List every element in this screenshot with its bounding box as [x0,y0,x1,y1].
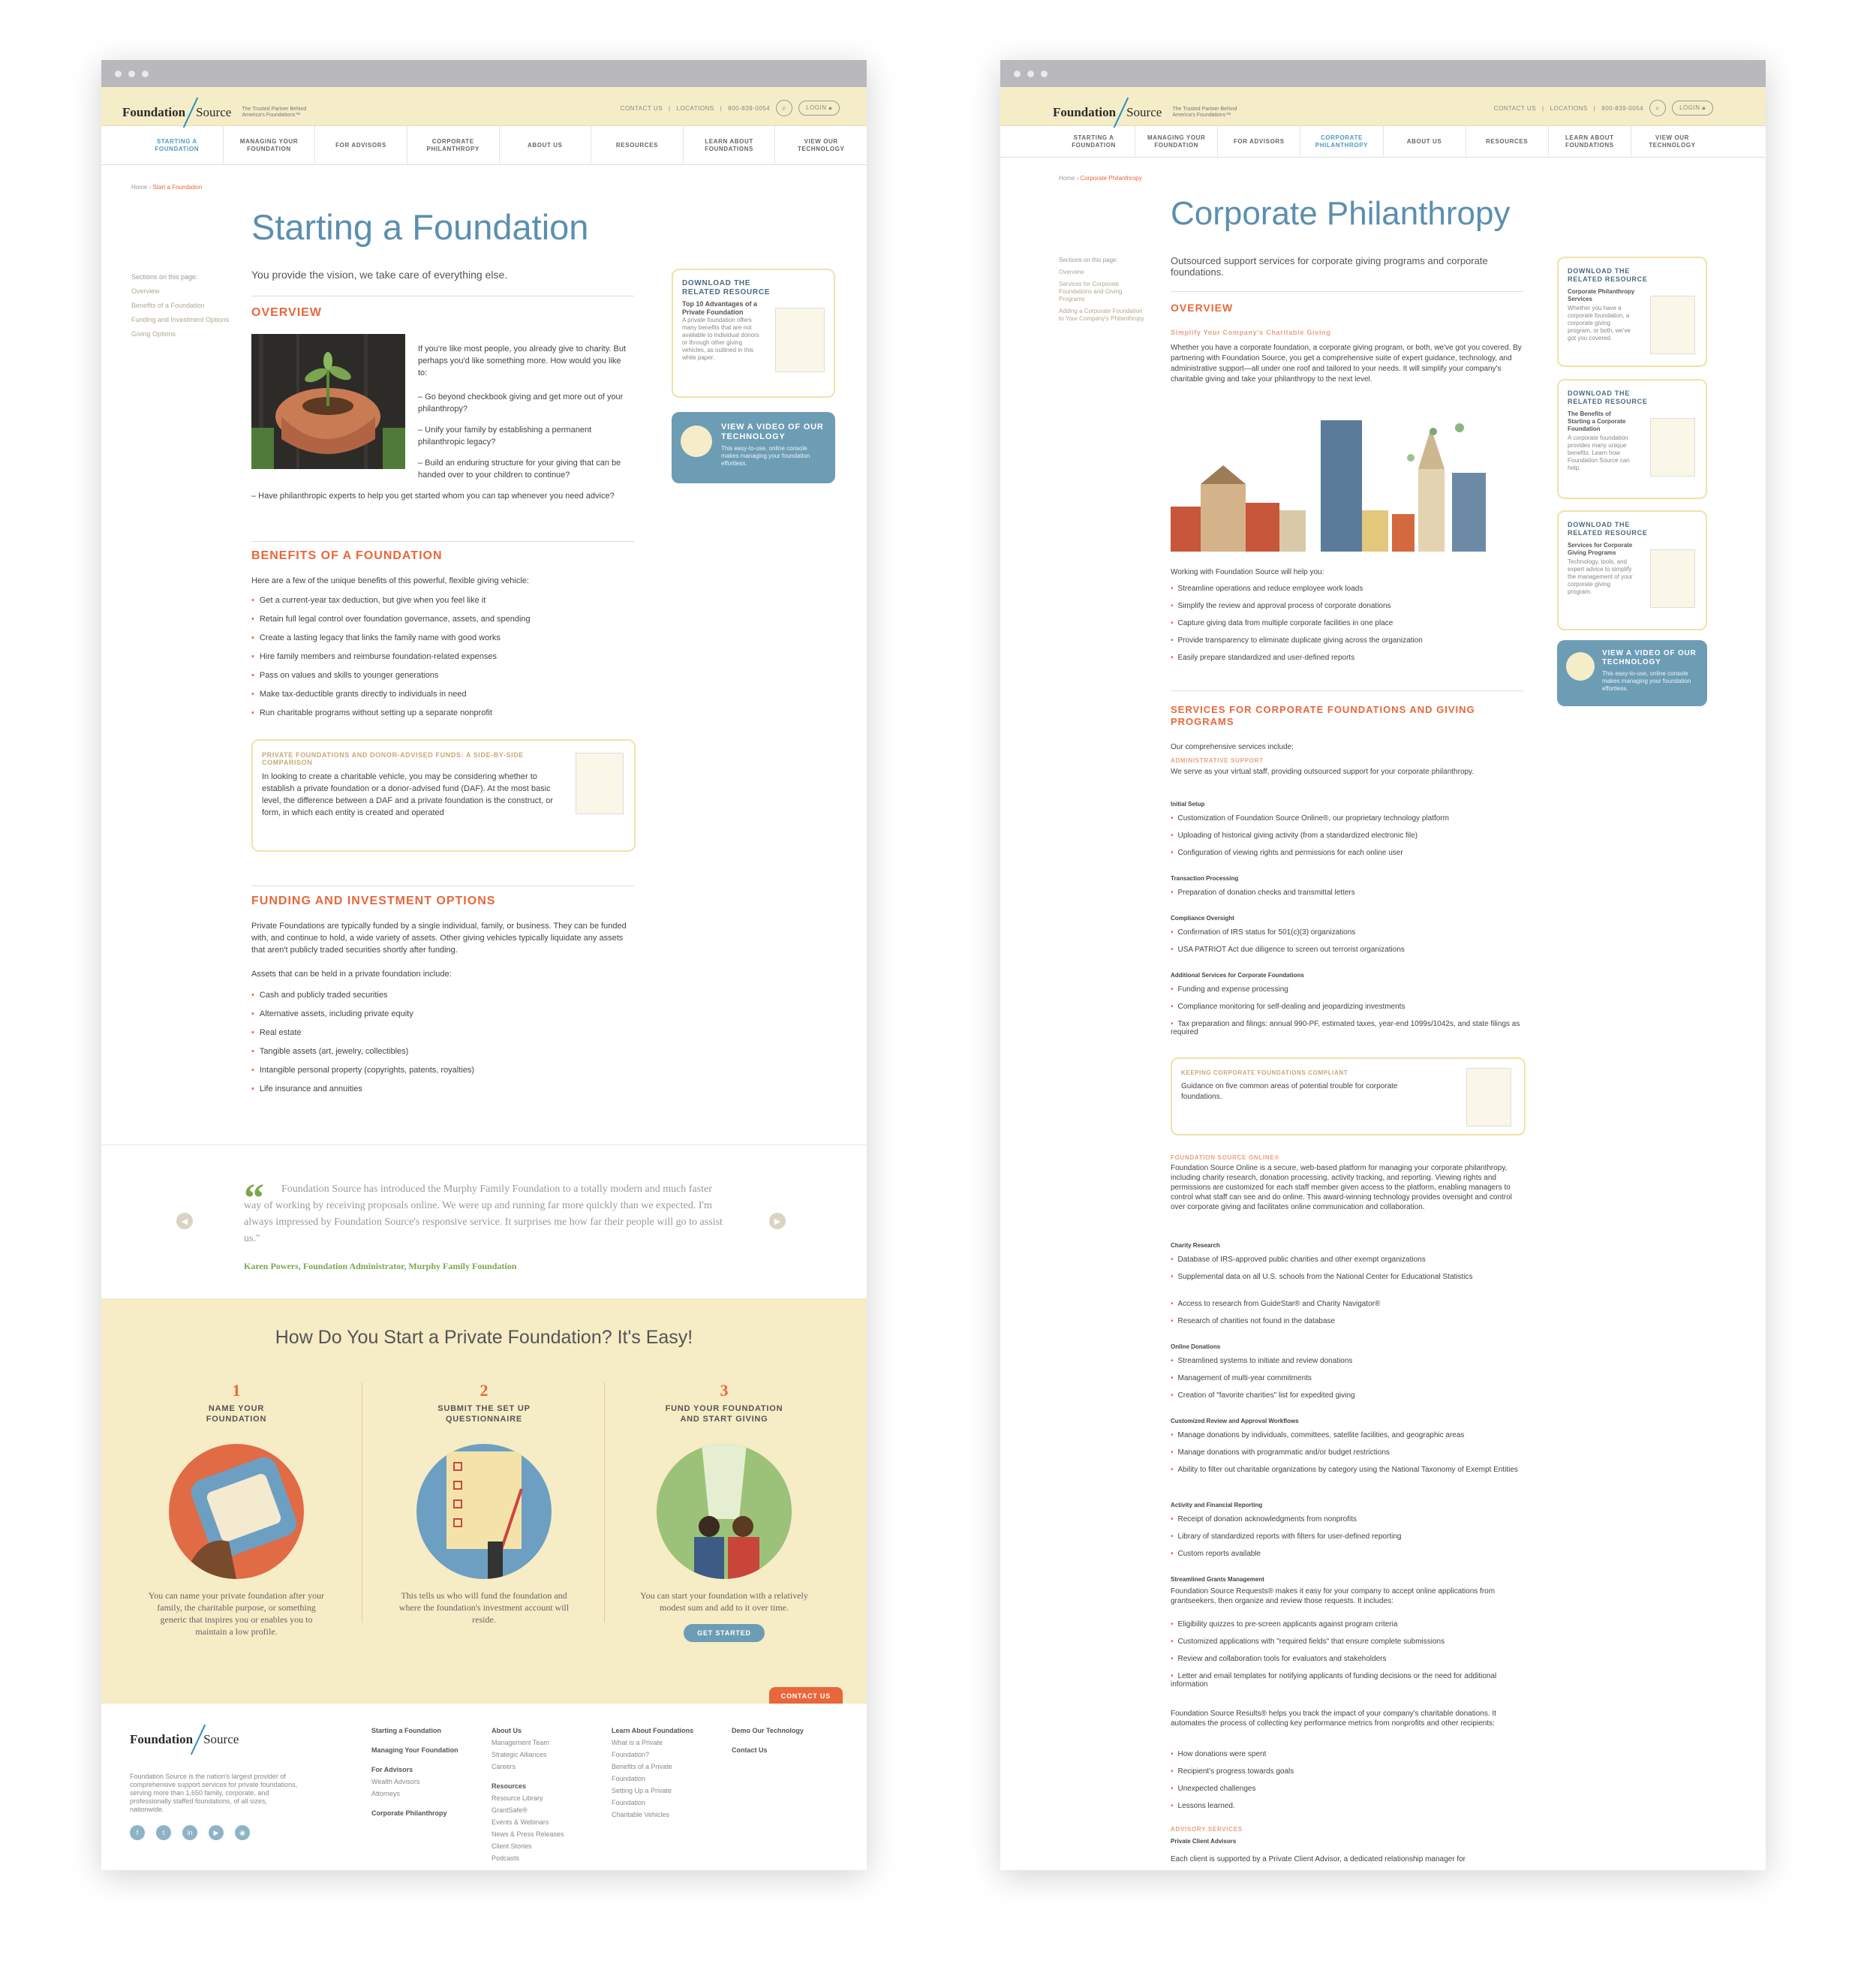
section-nav [131,272,236,339]
overview-paragraph: Whether you have a corporate foundation, a corporate giving program, or both, we've got you covered. By partnering with Foundation Source, you get a comprehensive suite of expert guidance, technology, and administrative support—all under one roof and tailored to your needs. It will simplify your company's charitable giving and take your philanthropy to the next level. [1171,344,1522,383]
seedling-icon [251,334,405,469]
prev-arrow-icon[interactable]: ◀ [176,1213,193,1229]
nav-starting-a-foundation[interactable]: STARTING A FOUNDATION [131,126,224,164]
workflows-label: Customized Review and Approval Workflows [1171,1418,1299,1424]
step-desc: You can start your foundation with a relatively modest sum and add to it over time. [640,1590,808,1613]
search-icon[interactable]: ⌕ [776,100,792,116]
resource-card-title: DOWNLOAD THE RELATED RESOURCE [1568,389,1648,405]
how-to-start-section [101,1298,867,1704]
facebook-icon[interactable]: f [130,1825,145,1840]
divider: | [720,104,723,112]
footer-link[interactable]: Resource Library [492,1794,543,1802]
divider [1171,690,1523,691]
section-link-adding[interactable]: Adding a Corporate Foundation to Your Company's Philanthropy [1059,308,1144,322]
youtube-icon[interactable]: ▶ [209,1825,224,1840]
footer-link[interactable]: Careers [492,1763,516,1770]
main-nav [101,126,867,165]
compliance-label: Compliance Oversight [1171,915,1234,922]
list-item: • Real estate [251,1028,302,1037]
footer-link[interactable]: Foundation [612,1799,646,1806]
page-intro: Outsourced support services for corporate giving programs and corporate foundations. [1171,255,1488,278]
list-item: • Manage donations by individuals, committees, satellite facilities, and geographic areas [1171,1431,1464,1439]
login-button[interactable] [798,101,840,116]
utility-nav [621,100,840,116]
site-footer [101,1704,867,1870]
list-item: • Life insurance and annuities [251,1084,362,1093]
section-nav [1059,257,1149,323]
footer-link[interactable]: Events & Webinars [492,1818,549,1826]
testimonial-attribution: Karen Powers, Foundation Administrator, Murphy Family Foundation [244,1261,517,1271]
nav-managing-your-foundation[interactable]: MANAGING YOUR FOUNDATION [1135,126,1218,157]
footer-link[interactable]: Client Stories [492,1842,532,1850]
nav-about-us[interactable]: ABOUT US [500,126,592,164]
list-item: • Create a lasting legacy that links the family name with good works [251,633,501,642]
document-thumbnail [1650,296,1695,354]
list-item: • Provide transparency to eliminate duplicate giving across the organization [1171,636,1423,645]
reporting-label: Activity and Financial Reporting [1171,1502,1263,1508]
benefits-intro: Here are a few of the unique benefits of this powerful, flexible giving vehicle: [251,576,529,585]
nav-view-our-technology[interactable]: VIEW OUR TECHNOLOGY [1649,134,1696,149]
section-nav-label: Sections on this page: [1059,257,1118,263]
list-item: • USA PATRIOT Act due diligence to screen out terrorist organizations [1171,946,1405,954]
list-item: • Preparation of donation checks and transmittal letters [1171,889,1355,897]
section-link-benefits[interactable]: Benefits of a Foundation [131,302,205,309]
page-title: Starting a Foundation [251,207,589,247]
lock-icon: 🔒︎ [828,104,832,111]
transaction-label: Transaction Processing [1171,875,1239,882]
nav-resources[interactable]: RESOURCES [1466,126,1549,157]
resource-card[interactable] [1557,510,1707,630]
section-link-overview[interactable]: Overview [131,287,160,295]
video-card-desc: This easy-to-use, online console makes managing your foundation effortless. [721,445,810,467]
contact-link[interactable]: CONTACT US [1493,104,1536,112]
breadcrumb: Home › Corporate Philanthropy [1059,175,1142,182]
list-item: • Manage donations with programmatic and/or budget restrictions [1171,1448,1390,1457]
nav-about-us[interactable]: ABOUT US [1384,126,1466,157]
questionnaire-illustration [416,1444,552,1579]
step-desc: You can name your private foundation after your family, the charitable purpose, or something generic that inspires you or enables you to maintain a low profile. [148,1590,325,1637]
footer-column [612,1725,693,1821]
list-item: • Receipt of donation acknowledgments from nonprofits [1171,1515,1357,1523]
logo-word-2: Source [203,1732,239,1746]
nav-managing-your-foundation[interactable]: MANAGING YOUR FOUNDATION [224,126,316,164]
footer-link[interactable]: Setting Up a Private [612,1787,672,1794]
footer-link[interactable]: Demo Our Technology [732,1727,804,1734]
footer-link[interactable]: Strategic Alliances [492,1751,547,1758]
nav-for-advisors[interactable]: FOR ADVISORS [1218,126,1300,157]
overview-paragraph: If you're like most people, you already give to charity. But perhaps you'd like something more. How would you like to: [418,344,627,377]
nav-learn-about-foundations[interactable]: LEARN ABOUT FOUNDATIONS [1549,126,1631,157]
pca-paragraph: Each client is supported by a Private Client Advisor, a dedicated relationship manager for [1171,1855,1466,1863]
forest-illustration [657,1444,792,1579]
list-item: • Tax preparation and filings: annual 990-PF, estimated taxes, year-end 1099s/1042s, and state filings as required [1171,1020,1523,1036]
window-chrome [101,60,867,87]
quote-mark-icon: “ [244,1175,264,1220]
computer-icon [681,426,712,457]
computer-icon [1566,652,1595,681]
initial-setup-label: Initial Setup [1171,801,1205,808]
breadcrumb-current: Corporate Philanthropy [1080,175,1142,182]
callout-title: KEEPING CORPORATE FOUNDATIONS COMPLIANT [1181,1069,1348,1076]
utility-nav [1494,100,1713,116]
divider [1171,291,1523,292]
services-intro: Our comprehensive services include: [1171,743,1294,751]
locations-link[interactable]: LOCATIONS [1550,104,1588,112]
fso-paragraph: Foundation Source Online is a secure, web-based platform for managing your corporate philanthropy, including charity research, donation processing, activity tracking, and reporting. Viewing rights and permissions are customized for each staff member given access to the platform, enabling managers to control what staff can see and do online. This award-winning technology provides oversight and control over corporate giving and facilitates online communication and collaboration. [1171,1164,1512,1211]
benefits-heading: BENEFITS OF A FOUNDATION [251,549,443,562]
footer-link[interactable]: About Us [492,1727,522,1734]
buildings-icon [1171,417,1508,552]
keyboard-illustration [169,1444,304,1579]
resource-card[interactable] [1557,257,1707,367]
document-thumbnail [1650,549,1695,608]
pca-label: Private Client Advisors [1171,1838,1237,1845]
list-item: • Capture giving data from multiple corporate facilities in one place [1171,619,1393,627]
section-nav-label: Sections on this page: [131,273,198,281]
overview-item: – Build an enduring structure for your giving that can be handed over to your children to continue? [418,459,621,480]
step-title: FUND YOUR FOUNDATION AND START GIVING [665,1404,783,1424]
browser-window-starting [101,60,867,1870]
search-icon[interactable]: ⌕ [1649,100,1666,116]
list-item: • Customization of Foundation Source Online®, our proprietary technology platform [1171,814,1449,823]
logo-word-2: Source [196,105,232,119]
logo-tagline: The Trusted Partner Behind America's Foundations™ [1172,107,1237,118]
section-link-overview[interactable]: Overview [1059,269,1084,275]
list-item: • Access to research from GuideStar® and Charity Navigator® [1171,1300,1380,1308]
resource-card-desc: A corporate foundation provides many unique benefits. Learn how Foundation Source can help. [1568,435,1630,471]
divider: | [668,104,671,112]
admin-paragraph: We serve as your virtual staff, providing outsourced support for your corporate philanthropy. [1171,768,1475,776]
list-item: • Management of multi-year commitments [1171,1374,1312,1382]
video-card-title: VIEW A VIDEO OF OUR TECHNOLOGY [721,423,824,441]
list-item: • Easily prepare standardized and user-defined reports [1171,654,1354,662]
window-dot [1027,71,1034,77]
section-link-services[interactable]: Services for Corporate Foundations and Giving Programs [1059,281,1123,302]
site-logo[interactable] [1053,96,1255,129]
resource-card-desc: Whether you have a corporate foundation, a corporate giving program, or both, we've got you covered. [1568,305,1631,341]
phone-link[interactable]: 800-839-0054 [728,104,771,112]
resource-card[interactable] [672,269,835,398]
footer-link[interactable]: Resources [492,1782,527,1790]
list-item: • Ability to filter out charitable organizations by category using the National Taxonomy of Exempt Entities [1171,1466,1523,1474]
breadcrumb: Home › Start a Foundation [131,184,203,191]
footer-link[interactable]: Management Team [492,1739,549,1746]
nav-for-advisors[interactable]: FOR ADVISORS [315,126,407,164]
overview-subheading: Simplify Your Company's Charitable Giving [1171,329,1331,336]
services-heading: SERVICES FOR CORPORATE FOUNDATIONS AND GIVING PROGRAMS [1171,704,1475,727]
phone-link[interactable]: 800-839-0054 [1601,104,1644,112]
nav-corporate-philanthropy[interactable]: CORPORATE PHILANTHROPY [1300,126,1383,157]
locations-link[interactable]: LOCATIONS [676,104,714,112]
footer-about: Foundation Source is the nation's largest provider of comprehensive support services for private foundations, serving more than 1,650 family, corporate, and professionally staffed foundations, of all sizes, nationwide. [130,1773,298,1813]
list-item: • Streamline operations and reduce employee work loads [1171,585,1363,593]
resource-card-title: DOWNLOAD THE RELATED RESOURCE [682,279,771,296]
logo-word-1: Foundation [122,105,186,119]
divider [251,541,634,542]
section-link-giving[interactable]: Giving Options [131,330,176,338]
people-icon [657,1444,792,1579]
testimonial-text: Foundation Source has introduced the Murphy Family Foundation to a totally modern and much faster way of working by receiving proposals online. We were up and running far more quickly than we expected. I'm always impressed by Foundation Source's responsive service. It surprises me how far their people will go to assist us." [244,1184,723,1244]
video-card-title: VIEW A VIDEO OF OUR TECHNOLOGY [1602,649,1697,666]
funding-paragraph: Assets that can be held in a private foundation include: [251,970,452,979]
footer-link[interactable]: Managing Your Foundation [371,1746,458,1754]
step-3 [612,1381,837,1642]
footer-link[interactable]: Attorneys [371,1790,401,1797]
site-logo[interactable] [122,96,324,129]
breadcrumb-home[interactable]: Home [131,184,148,191]
list-item: • Retain full legal control over foundation governance, assets, and spending [251,615,531,624]
login-label: LOGIN [1679,104,1700,111]
window-chrome [1000,60,1766,87]
list-item: • Library of standardized reports with filters for user-defined reporting [1171,1532,1401,1541]
list-item: • Get a current-year tax deduction, but give when you feel like it [251,596,486,605]
list-item: • Pass on values and skills to younger generations [251,671,438,680]
nav-learn-about-foundations[interactable]: LEARN ABOUT FOUNDATIONS [684,126,776,164]
step-desc: This tells us who will fund the foundation and where the foundation's investment account will reside. [398,1590,570,1625]
footer-link[interactable]: Wealth Advisors [371,1778,420,1785]
nav-view-our-technology[interactable]: VIEW OUR TECHNOLOGY [797,137,845,152]
resource-card[interactable] [1557,379,1707,499]
resource-card-subtitle: Top 10 Advantages of a Private Foundation [682,300,758,316]
list-item: • Customized applications with "required fields" that ensure complete submissions [1171,1638,1445,1646]
step-number: 2 [480,1381,489,1400]
list-item: • Streamlined systems to initiate and review donations [1171,1357,1352,1365]
main-nav [1000,126,1766,158]
document-thumbnail [1466,1068,1511,1126]
list-item: • Eligibility quizzes to pre-screen applicants against program criteria [1171,1620,1397,1629]
funding-paragraph: Private Foundations are typically funded by a single individual, family, or business. They can be funded with, and continue to hold, a wide variety of assets. Other giving vehicles typically liquidate any assets that aren't publicly traded securities shortly after funding. [251,922,627,955]
list-item: • Compliance monitoring for self-dealing and jeopardizing investments [1171,1003,1405,1011]
list-item: • Simplify the review and approval process of corporate donations [1171,602,1391,610]
window-dot [142,71,149,77]
podcast-icon[interactable]: ◉ [235,1825,250,1840]
advisory-subheading: ADVISORY SERVICES [1171,1826,1243,1833]
video-promo-card[interactable] [672,412,835,483]
list-item: • Configuration of viewing rights and permissions for each online user [1171,849,1403,857]
footer-link[interactable]: Charitable Vehicles [612,1811,670,1818]
step-2 [371,1381,597,1626]
login-label: LOGIN [806,104,827,111]
resource-card-title: DOWNLOAD THE RELATED RESOURCE [1568,267,1648,283]
grants-label: Streamlined Grants Management [1171,1576,1264,1583]
overview-item: – Go beyond checkbook giving and get more out of your philanthropy? [418,392,624,414]
footer-link[interactable]: News & Press Releases [492,1830,564,1838]
logo-tagline: The Trusted Partner Behind America's Foundations™ [242,107,307,118]
callout-text: Guidance on five common areas of potential trouble for corporate foundations. [1181,1082,1398,1101]
keyboard-icon [169,1444,304,1579]
divider [604,1382,605,1623]
list-item: • Cash and publicly traded securities [251,991,387,1000]
contact-link[interactable]: CONTACT US [620,104,663,112]
footer-link[interactable]: Contact Us [732,1746,768,1754]
browser-window-corporate [1000,60,1766,1870]
footer-logo[interactable] [130,1723,239,1756]
footer-link[interactable]: Podcasts [492,1854,520,1862]
list-item: • Lessons learned. [1171,1802,1235,1810]
overview-item: – Have philanthropic experts to help you get started whom you can tap whenever you need advice? [251,492,615,501]
linkedin-icon[interactable]: in [182,1825,197,1840]
list-item: • Letter and email templates for notifying applicants of funding decisions or the need for additional information [1171,1672,1523,1689]
site-header [1000,87,1766,126]
document-thumbnail [576,753,624,814]
step-number: 3 [720,1381,729,1400]
document-thumbnail [775,308,825,372]
list-item: • Make tax-deductible grants directly to individuals in need [251,690,467,699]
fso-subheading: FOUNDATION SOURCE ONLINE® [1171,1154,1280,1161]
list-item: • Review and collaboration tools for evaluators and stakeholders [1171,1655,1386,1663]
funding-heading: FUNDING AND INVESTMENT OPTIONS [251,895,496,907]
footer-link[interactable]: GrantSafe® [492,1806,528,1814]
callout-text: In looking to create a charitable vehicle, you may be considering whether to establish a private foundation or a donor-advised fund (DAF). At the most basic level, the difference between a DAF and a private foundation is the construct, or form, in which each entity is created and operated [262,772,554,817]
grants-paragraph: Foundation Source Requests® makes it easy for your company to accept online applications from grantseekers, then organize and review those requests. It includes: [1171,1587,1496,1605]
list-item: • Database of IRS-approved public charities and other exempt organizations [1171,1256,1426,1264]
lock-icon: 🔒︎ [1702,104,1706,111]
help-intro: Working with Foundation Source will help you: [1171,568,1324,576]
site-header [101,87,867,126]
admin-subheading: ADMINISTRATIVE SUPPORT [1171,757,1264,764]
list-item: • Confirmation of IRS status for 501(c)(3) organizations [1171,928,1355,937]
breadcrumb-current: Start a Foundation [152,184,203,191]
list-item: • How donations were spent [1171,1750,1266,1758]
resource-card-desc: Technology, tools, and expert advice to simplify the management of your corporate giving program. [1568,558,1633,595]
footer-link[interactable]: What is a Private [612,1739,663,1746]
video-card-desc: This easy-to-use, online console makes managing your foundation effortless. [1602,670,1691,692]
list-item: • Supplemental data on all U.S. schools from the National Center for Educational Statistics [1171,1273,1523,1281]
footer-link[interactable]: Foundation? [612,1751,650,1758]
logo-word-1: Foundation [130,1732,194,1746]
footer-column [371,1725,458,1819]
list-item: • Custom reports available [1171,1550,1261,1558]
list-item: • Creation of "favorite charities" list for expedited giving [1171,1391,1355,1400]
compliance-callout[interactable] [1171,1057,1526,1135]
resource-card-subtitle: Corporate Philanthropy Services [1568,288,1635,302]
step-number: 1 [232,1381,241,1400]
divider: | [1541,104,1544,112]
footer-link[interactable]: Foundation [612,1775,646,1782]
testimonial-slider [101,1144,867,1298]
list-item: • Tangible assets (art, jewelry, collectibles) [251,1047,408,1056]
divider: | [1593,104,1596,112]
additional-label: Additional Services for Corporate Foundations [1171,972,1304,979]
window-dot [115,71,122,77]
resource-card-title: DOWNLOAD THE RELATED RESOURCE [1568,521,1648,537]
nav-resources[interactable]: RESOURCES [591,126,684,164]
step-title: NAME YOUR FOUNDATION [206,1404,267,1424]
video-promo-card[interactable] [1557,640,1707,706]
list-item: • Research of charities not found in the database [1171,1317,1335,1325]
footer-link[interactable]: Starting a Foundation [371,1727,441,1734]
overview-heading: OVERVIEW [1171,302,1234,314]
list-item: • Hire family members and reimburse foundation-related expenses [251,652,497,661]
results-paragraph: Foundation Source Results® helps you track the impact of your company's charitable donations. It automates the process of collecting key performance metrics from nonprofits and other recipients: [1171,1710,1496,1728]
twitter-icon[interactable]: t [156,1825,171,1840]
next-arrow-icon[interactable]: ▶ [769,1213,786,1229]
list-item: • Run charitable programs without setting up a separate nonprofit [251,708,492,717]
resource-card-subtitle: The Benefits of Starting a Corporate Foundation [1568,411,1626,432]
footer-column [492,1725,564,1864]
footer-link[interactable]: Corporate Philanthropy [371,1809,447,1817]
comparison-callout[interactable] [251,739,636,852]
logo-word-2: Source [1126,105,1162,119]
section-link-funding[interactable]: Funding and Investment Options [131,316,230,323]
step-1 [124,1381,349,1638]
window-dot [128,71,135,77]
hands-seedling-illustration [251,334,405,469]
list-item: • Uploading of historical giving activity (from a standardized electronic file) [1171,832,1418,840]
footer-link[interactable]: Benefits of a Private [612,1763,672,1770]
overview-item: – Unify your family by establishing a permanent philanthropic legacy? [418,426,592,447]
charity-research-label: Charity Research [1171,1242,1220,1249]
checklist-icon [416,1444,552,1579]
step-title: SUBMIT THE SET UP QUESTIONNAIRE [437,1404,531,1424]
window-dot [1041,71,1048,77]
list-item: • Alternative assets, including private equity [251,1009,413,1018]
list-item: • Recipient's progress towards goals [1171,1767,1294,1776]
contact-us-tab[interactable]: CONTACT US [769,1687,843,1705]
footer-link[interactable]: For Advisors [371,1766,413,1773]
resource-card-desc: A private foundation offers many benefits that are not available to individual donors or through other giving vehicles, as outlined in this white paper. [682,317,759,361]
get-started-button[interactable]: GET STARTED [684,1624,765,1642]
nav-starting-a-foundation[interactable]: STARTING A FOUNDATION [1053,126,1135,157]
callout-title: PRIVATE FOUNDATIONS AND DONOR-ADVISED FUNDS: A SIDE-BY-SIDE COMPARISON [262,751,524,766]
document-thumbnail [1650,418,1695,477]
nav-corporate-philanthropy[interactable]: CORPORATE PHILANTHROPY [407,126,500,164]
login-button[interactable] [1672,101,1713,116]
list-item: • Unexpected challenges [1171,1785,1255,1793]
breadcrumb-home[interactable]: Home [1059,175,1075,182]
footer-link[interactable]: Learn About Foundations [612,1727,694,1734]
overview-heading: OVERVIEW [251,306,322,319]
page-intro: You provide the vision, we take care of everything else. [251,269,508,281]
window-dot [1014,71,1021,77]
section-title: How Do You Start a Private Foundation? It's Easy! [275,1327,693,1348]
page-title: Corporate Philanthropy [1171,195,1511,232]
list-item: • Intangible personal property (copyrights, patents, royalties) [251,1066,474,1075]
city-skyline-illustration [1171,417,1508,552]
list-item: • Funding and expense processing [1171,985,1288,994]
online-donations-label: Online Donations [1171,1343,1221,1350]
footer-column [732,1725,804,1756]
resource-card-subtitle: Services for Corporate Giving Programs [1568,542,1633,556]
logo-word-1: Foundation [1053,105,1117,119]
